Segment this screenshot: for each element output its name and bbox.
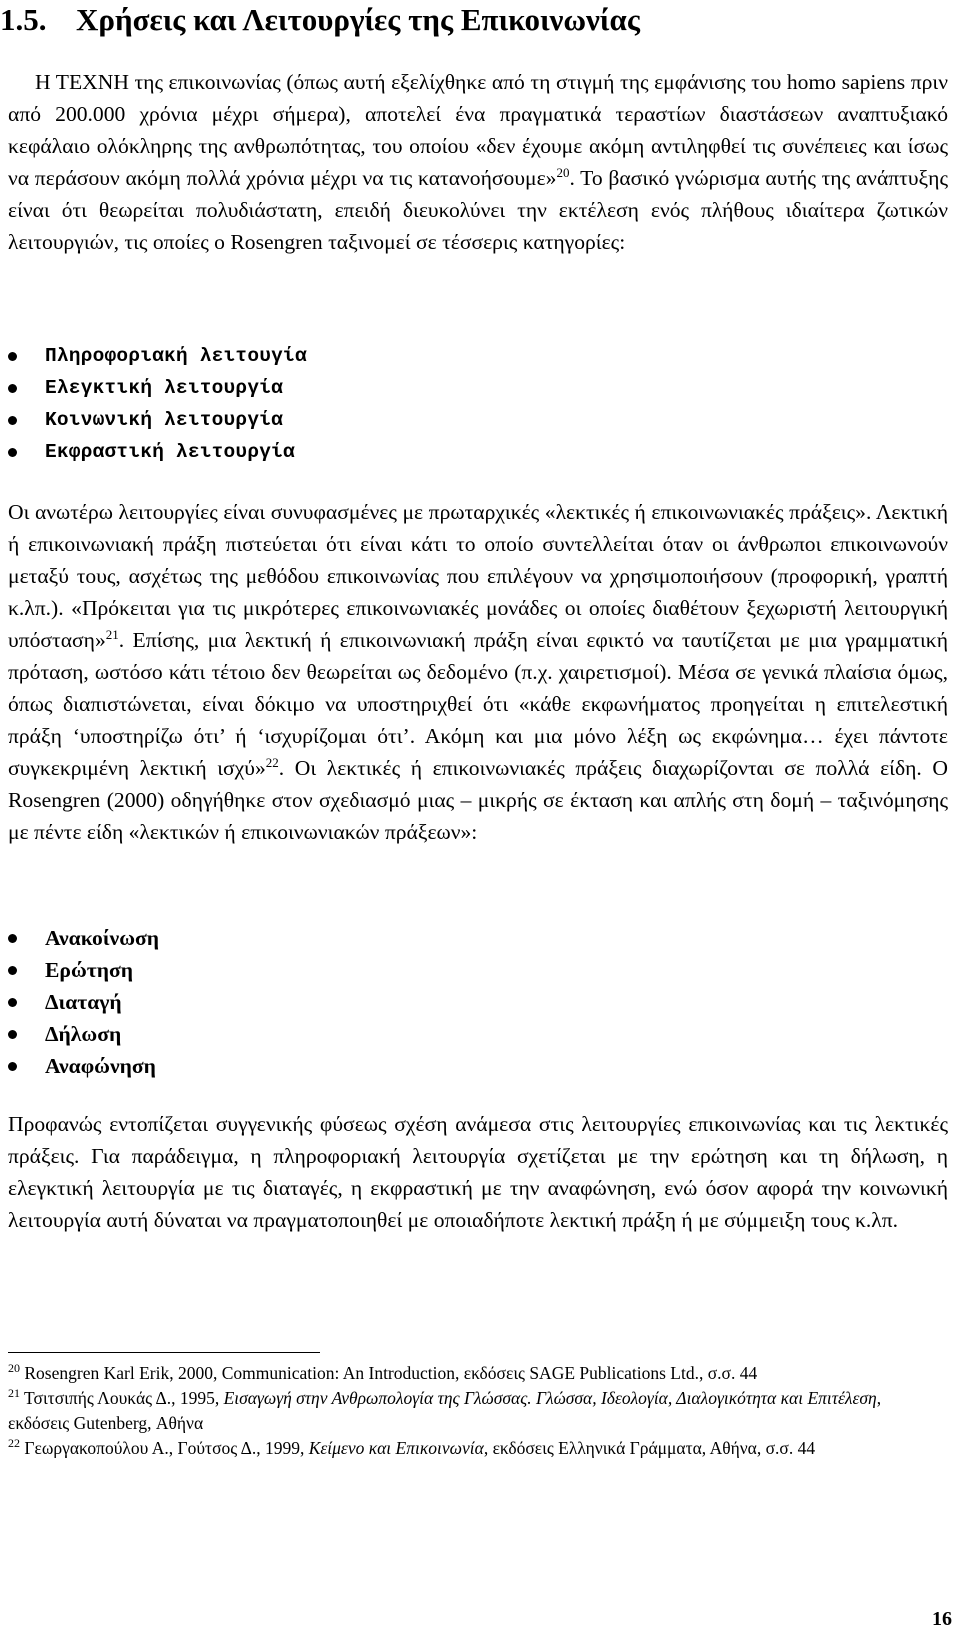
list-item: Κοινωνική λειτουργία bbox=[8, 404, 908, 436]
intro-paragraph: Η ΤΕΧΝΗ της επικοινωνίας (όπως αυτή εξελίχθηκε από τη στιγμή της εμφάνισης του homo sapiens πριν από 200.000 χρόνια μέχρι σήμερα), αποτελεί ένα πραγματικά τεραστίων διαστάσεων αναπτυξιακό κεφάλαιο ολόκληρης της ανθρωπότητας, του οποίου «δεν έχουμε ακόμη αντιληφθεί τις συνέπειες και ίσως να περάσουν ακόμη πολλά χρόνια μέχρι να τις κατανοήσουμε»$^{20}$. Το βασικό γνώρισμα αυτής της ανάπτυξης είναι ότι θεωρείται πολυδιάστατη, επειδή διευκολύνει την εκτέλεση ενός πλήθους ιδιαίτερα ζωτικών λειτουργιών, τις οποίες ο Rosengren ταξινομεί σε τέσσερις κατηγορίες: bbox=[8, 70, 948, 254]
bullet-icon bbox=[8, 352, 17, 361]
list-item: Αναφώνηση bbox=[8, 1050, 908, 1082]
section-number: 1.5. bbox=[0, 2, 47, 37]
functions-list bbox=[8, 340, 908, 468]
list-item: Πληροφοριακή λειτουγία bbox=[8, 340, 908, 372]
footnote-ref-22: 22 bbox=[265, 754, 279, 770]
list-item: Εκφραστική λειτουργία bbox=[8, 436, 908, 468]
list-item: Δήλωση bbox=[8, 1018, 908, 1050]
footnote-ref-20: 20 bbox=[556, 164, 570, 180]
footnote-22: $^{22}$ Γεωργακοπούλου Α., Γούτσος Δ., 1999, Κείμενο και Επικοινωνία, εκδόσεις Ελληνικά Γράμματα, Αθήνα, σ.σ. 44 bbox=[8, 1436, 816, 1458]
footnote-ref-21: 21 bbox=[105, 626, 119, 642]
bullet-icon bbox=[8, 934, 17, 943]
closing-paragraph: Προφανώς εντοπίζεται συγγενικής φύσεως σχέση ανάμεσα στις λειτουργίες επικοινωνίας και τις λεκτικές πράξεις. Για παράδειγμα, η πληροφοριακή λειτουργία σχετίζεται με την ερώτηση και τη δήλωση, η ελεγκτική λειτουργία με τις διαταγές, η εκφραστική με την αναφώνηση, ενώ όσον αφορά την κοινωνική λειτουργία αυτή δύναται να πραγματοποιηθεί με οποιαδήποτε λεκτική πράξη ή με σύμμειξη τους κ.λπ. bbox=[8, 1112, 948, 1232]
bullet-icon bbox=[8, 448, 17, 457]
bullet-icon bbox=[8, 384, 17, 393]
middle-paragraph: Οι ανωτέρω λειτουργίες είναι συνυφασμένες με πρωταρχικές «λεκτικές ή επικοινωνιακές πράξεις». Λεκτική ή επικοινωνιακή πράξη πιστεύεται ότι είναι κάτι το οποίο συντελλείται όταν οι άνθρωποι επικοινωνούν μεταξύ τους, ασχέτως της μεθόδου επικοινωνίας που επιλέγουν να χρησιμοποιήσουν (προφορική, γραπτή κ.λπ.). «Πρόκειται για τις μικρότερες επικοινωνιακές μονάδες οι οποίες διαθέτουν ξεχωριστή λειτουργική υπόσταση»$^{21}$. Επίσης, μια λεκτική ή επικοινωνιακή πράξη είναι εφικτό να ταυτίζεται με μια γραμματική πρόταση, ωστόσο κάτι τέτοιο δεν θεωρείται ως δεδομένο (π.χ. χαιρετισμοί). Μέσα σε γενικά πλαίσια όμως, όπως διαπιστώνεται, είναι δόκιμο να υποστηριχθεί ότι «κάθε εκφωνήματος προηγείται η επιτελεστική πράξη ‘υποστηρίζω ότι’ ή ‘ισχυρίζομαι ότι’. Ακόμη και μια μόνο λέξη ως εκφώνημα… έχει πάντοτε συγκεκριμένη λεκτική ισχύ»$^{22}$. Οι λεκτικές ή επικοινωνιακές πράξεις διαχωρίζονται σε πολλά είδη. Ο Rosengren (2000) οδηγήθηκε στον σχεδιασμό μιας – μικρής σε έκταση και απλής στη δομή – ταξινόμησης με πέντε είδη «λεκτικών ή επικοινωνιακών πράξεων»: bbox=[8, 500, 948, 844]
bullet-icon bbox=[8, 416, 17, 425]
footnote-separator bbox=[8, 1352, 320, 1353]
bullet-icon bbox=[8, 1062, 17, 1071]
page-number: 16 bbox=[932, 1608, 952, 1630]
section-title: Χρήσεις και Λειτουργίες της Επικοινωνίας bbox=[76, 2, 640, 37]
speech-acts-list bbox=[8, 922, 908, 1082]
list-item: Ερώτηση bbox=[8, 954, 908, 986]
section-heading bbox=[0, 0, 640, 40]
footnote-20: $^{20}$ Rosengren Karl Erik, 2000, Communication: An Introduction, εκδόσεις SAGE Publications Ltd., σ.σ. 44 bbox=[8, 1361, 758, 1383]
bullet-icon bbox=[8, 966, 17, 975]
footnotes bbox=[8, 1361, 938, 1461]
list-item: Ανακοίνωση bbox=[8, 922, 908, 954]
bullet-icon bbox=[8, 998, 17, 1007]
footnote-21: $^{21}$ Τσιτσιπής Λουκάς Δ., 1995, Εισαγωγή στην Ανθρωπολογία της Γλώσσας. Γλώσσα, Ιδεολογία, Διαλογικότητα και Επιτέλεση, εκδόσεις Gutenberg, Αθήνα bbox=[8, 1386, 882, 1433]
bullet-icon bbox=[8, 1030, 17, 1039]
list-item: Διαταγή bbox=[8, 986, 908, 1018]
list-item: Ελεγκτική λειτουργία bbox=[8, 372, 908, 404]
